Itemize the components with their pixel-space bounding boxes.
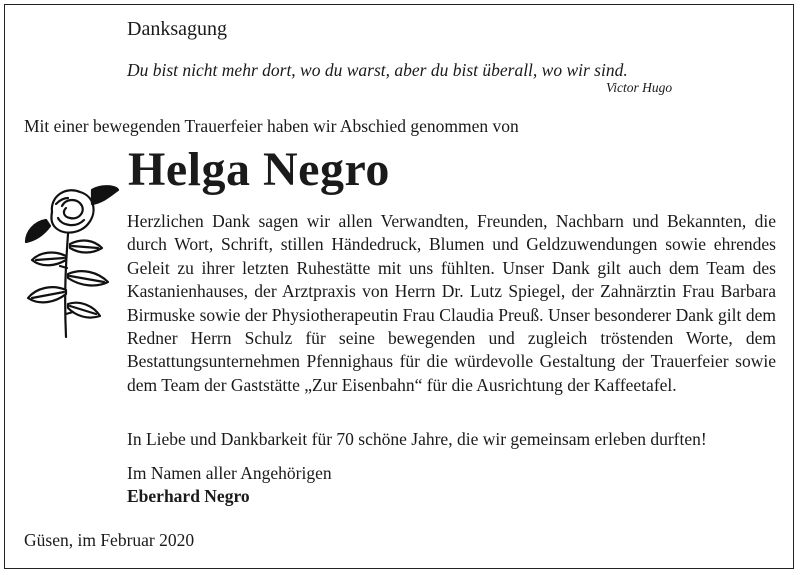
rose-icon [22,182,122,342]
quote-author: Victor Hugo [606,80,673,95]
quote: Du bist nicht mehr dort, wo du warst, aber du bist überall, wo wir sind. [127,60,628,80]
body-paragraph: Herzlichen Dank sagen wir allen Verwandten, Freunden, Nachbarn und Bekannten, die durch Wort, Schrift, stillen Händedruck, Blumen und Geldzuwendungen sowie ehrendes Geleit zu ihrer letzten Ruhestätte mit uns fühlten. Unser Dank gilt auch dem Team des Kastanienhauses, der Arztpraxis von Herrn Dr. Lutz Spiegel, der Zahnärztin Frau Barbara Birmuske sowie der Physiotherapeutin Frau Claudia Preuß. Unser besonderer Dank gilt dem Redner Herrn Schulz für seine bewegenden und zugleich tröstenden Worte, dem Bestattungsunternehmen Pfennighaus für die würdevolle Gestaltung der Trauerfeier sowie dem Team der Gaststätte „Zur Eisenbahn“ für die Ausrichtung der Kaffeetafel. [127,211,776,395]
closing-text: In Liebe und Dankbarkeit für 70 schöne Jahre, die wir gemeinsam erleben durften! [127,429,707,449]
intro-text: Mit einer bewegenden Trauerfeier haben wir Abschied genommen von [24,116,519,136]
heading: Danksagung [127,18,227,40]
signoff-name: Eberhard Negro [127,486,250,506]
body-text [127,210,776,397]
signoff-line: Im Namen aller Angehörigen [127,463,332,483]
place-date: Güsen, im Februar 2020 [24,530,195,550]
deceased-name: Helga Negro [128,143,390,196]
